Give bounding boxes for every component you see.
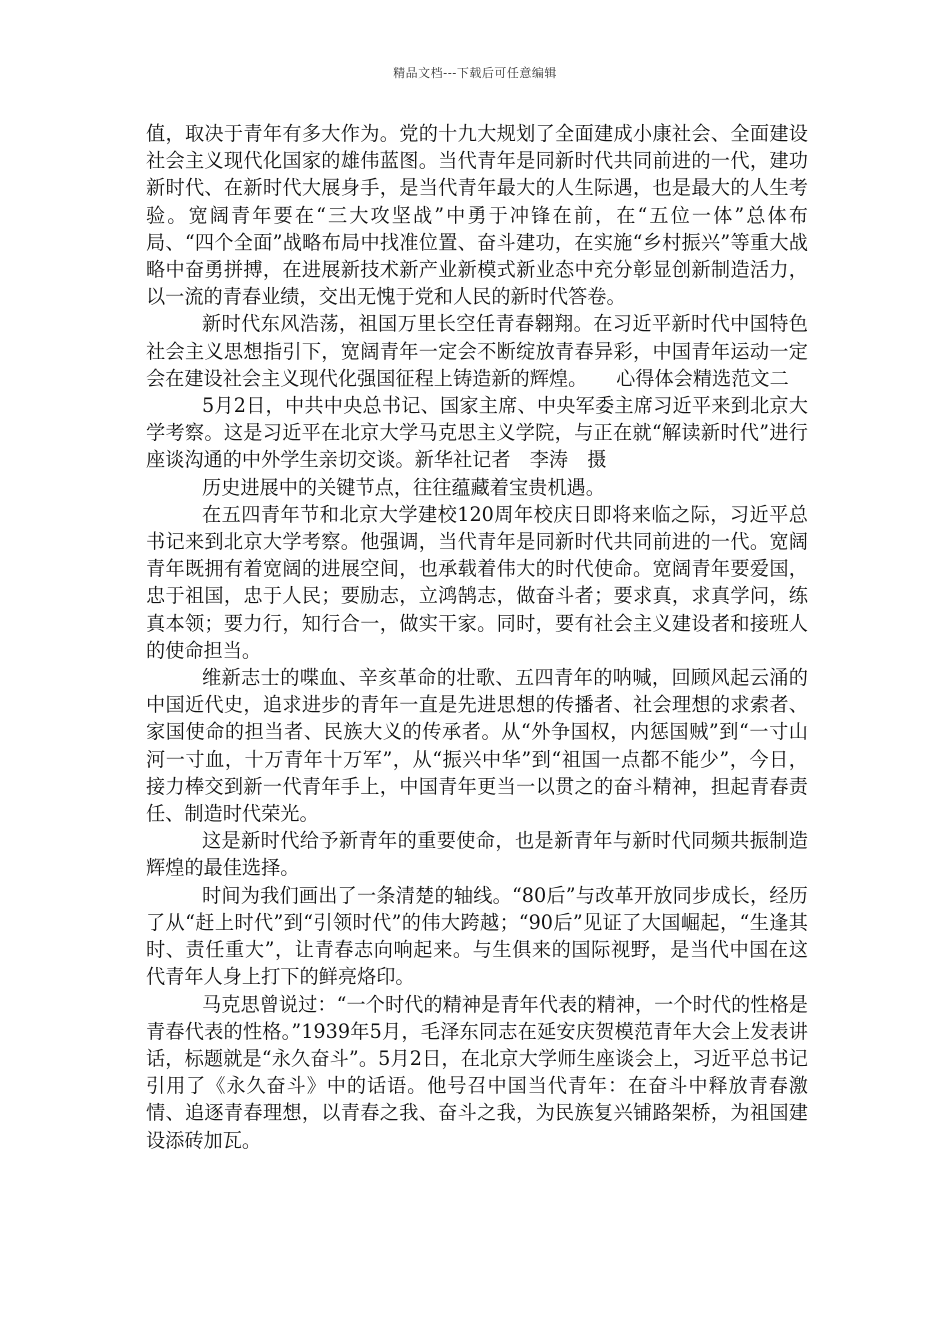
paragraph-continuation: 值，取决于青年有多大作为。党的十九大规划了全面建成小康社会、全面建设社会主义现代化国家的雄伟蓝图。当代青年是同新时代共同前进的一代，建功新时代、在新时代大展身手，是当代青年最大的人生际遇，也是最大的人生考验。宽阔青年要在“三大攻坚战”中勇于冲锋在前，在“五位一体”总体布局、“四个全面”战略布局中找准位置、奋斗建功，在实施“乡村振兴”等重大战略中奋勇拼搏，在进展新技术新产业新模式新业态中充分彰显创新制造活力，以一流的青春业绩，交出无愧于党和人民的新时代答卷。 [146, 122, 808, 309]
paragraph-history: 历史进展中的关键节点，往往蕴藏着宝贵机遇。 [202, 475, 605, 499]
paragraph-marx-quote: 马克思曾说过：“一个时代的精神是青年代表的精神，一个时代的性格是青春代表的性格。”1939年5月，毛泽东同志在延安庆贺模范青年大会上发表讲话，标题就是“永久奋斗”。5月2日，在北京大学师生座谈会上，习近平总书记引用了《永久奋斗》中的话语。他号召中国当代青年：在奋斗中释放青春激情、追逐青春理想，以青春之我、奋斗之我，为民族复兴铺路架桥，为祖国建设添砖加瓦。 [146, 992, 808, 1152]
paragraph-modern-history: 维新志士的喋血、辛亥革命的壮歌、五四青年的呐喊，回顾风起云涌的中国近代史，追求进步的青年一直是先进思想的传播者、社会理想的求索者、家国使命的担当者、民族大义的传承者。从“外争国权，内惩国贼”到“一寸山河一寸血，十万青年十万军”，从“振兴中华”到“祖国一点都不能少”，今日，接力棒交到新一代青年手上，中国青年更当一以贯之的奋斗精神，担起青春责任、制造时代荣光。 [146, 666, 808, 826]
page-header: 精品文档---下载后可任意编辑 [393, 66, 557, 80]
paragraph-may-2: 5月2日，中共中央总书记、国家主席、中央军委主席习近平来到北京大学考察。这是习近平在北京大学马克思主义学院，与正在就“解读新时代”进行座谈沟通的中外学生亲切交谈。新华社记者 李涛 摄 [146, 394, 808, 472]
paragraph-youth-day: 在五四青年节和北京大学建校120周年校庆日即将来临之际，习近平总书记来到北京大学考察。他强调，当代青年是同新时代共同前进的一代。宽阔青年既拥有着宽阔的进展空间，也承载着伟大的时代使命。宽阔青年要爱国，忠于祖国，忠于人民；要励志，立鸿鹄志，做奋斗者；要求真，求真学问，练真本领；要力行，知行合一，做实干家。同时，要有社会主义建设者和接班人的使命担当。 [146, 502, 808, 662]
paragraph-new-era: 新时代东风浩荡，祖国万里长空任青春翱翔。在习近平新时代中国特色社会主义思想指引下，宽阔青年一定会不断绽放青春异彩，中国青年运动一定会在建设社会主义现代化强国征程上铸造新的辉煌。 心得体会精选范文二 [146, 312, 808, 390]
paragraph-timeline: 时间为我们画出了一条清楚的轴线。“80后”与改革开放同步成长，经历了从“赶上时代”到“引领时代”的伟大跨越；“90后”见证了大国崛起，“生逢其时、责任重大”，让青春志向响起来。与生俱来的国际视野，是当代中国在这代青年人身上打下的鲜亮烙印。 [146, 883, 808, 989]
paragraph-mission: 这是新时代给予新青年的重要使命，也是新青年与新时代同频共振制造辉煌的最佳选择。 [146, 829, 808, 880]
document-body [146, 120, 808, 1154]
